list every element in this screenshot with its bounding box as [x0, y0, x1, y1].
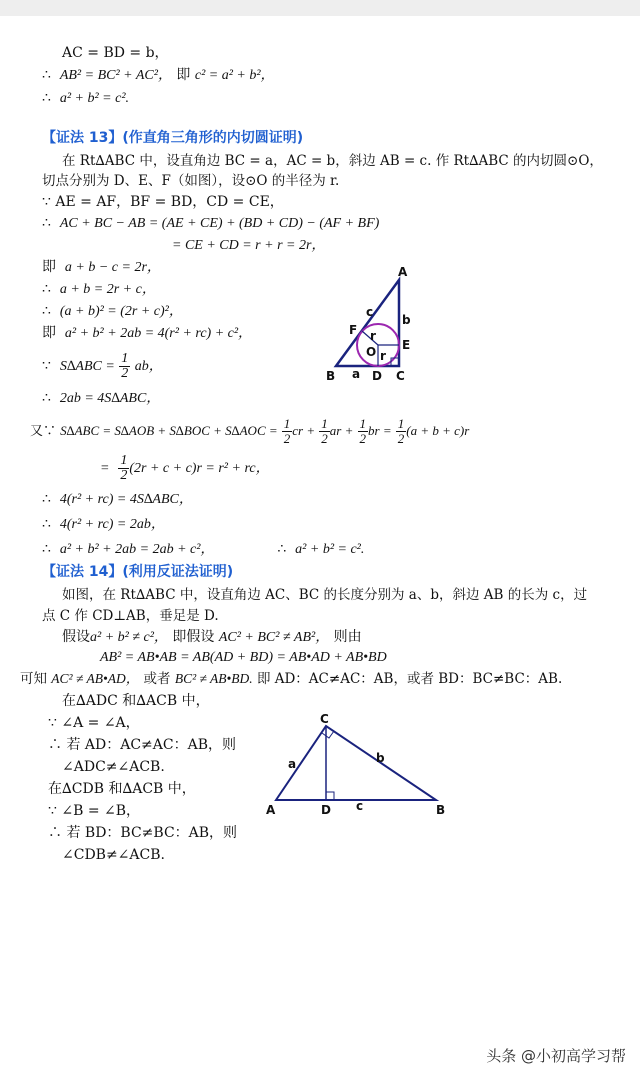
label-b: b	[376, 751, 385, 765]
label-F: F	[349, 323, 358, 337]
proof14-intro-2: 点 C 作 CD⊥AB，垂足是 D.	[42, 608, 219, 624]
proof13-step-13: ∴ 4(r² + rc) = 2ab，	[42, 516, 165, 532]
label-B: B	[326, 369, 336, 383]
proof13-step-11: = $\frac{1}{2}$ (2r + c + c)r = r² + rc，	[100, 452, 270, 483]
proof14-case2-head: 在∆CDB 和∆ACB 中，	[48, 781, 196, 797]
proof13-step-9: ∴ 2ab = 4S∆ABC，	[42, 390, 161, 406]
proof14-case2-then: ∠CDB≠∠ACB.	[62, 847, 165, 863]
label-C: C	[320, 712, 329, 726]
proof13-step-4: 即 a + b − c = 2r，	[42, 259, 161, 275]
label-B: B	[436, 803, 446, 817]
proof14-intro-1: 如图，在 Rt∆ABC 中，设直角边 AC、BC 的长度分别为 a、b，斜边 AB 的长为 c，过	[62, 587, 588, 603]
proof13-intro-1: 在 Rt∆ABC 中，设直角边 BC = a，AC = b，斜边 AB = c. 作 Rt∆ABC 的内切圆⊙O，	[62, 153, 603, 169]
incircle-figure	[322, 266, 422, 388]
proof14-case1-then: ∠ADC≠∠ACB.	[62, 759, 165, 775]
right-angle-d	[326, 792, 334, 800]
label-c: c	[356, 799, 364, 813]
proof13-heading: 【证法 13】(作直角三角形的内切圆证明)	[42, 130, 304, 146]
proof13-step-5: ∴ a + b = 2r + c，	[42, 281, 156, 297]
proof13-step-14: ∴ a² + b² + 2ab = 2ab + c²， ∴ a² + b² = c².	[42, 541, 365, 557]
proof14-case1-head: 在∆ADC 和∆ACB 中，	[62, 693, 210, 709]
label-a: a	[352, 367, 361, 381]
line-ac-bd: AC = BD = b，	[62, 45, 169, 61]
proof14-case1-if: ∴ 若 AD：AC≠AC：AB，则	[48, 737, 237, 753]
right-angle-c	[322, 731, 334, 738]
label-C: C	[396, 369, 405, 383]
proof13-step-2: ∴ AC + BC − AB = (AE + CE) + (BD + CD) − (AF + BF)	[42, 215, 380, 231]
proof14-deduce: 可知 AC² ≠ AB•AD， 或者 BC² ≠ AB•BD. 即 AD：AC≠AC：AB，或者 BD：BC≠BC：AB.	[20, 671, 563, 687]
proof14-assume: 假设a² + b² ≠ c²， 即假设 AC² + BC² ≠ AB²， 则由	[62, 629, 362, 645]
line-pythag-1: ∴ AB² = BC² + AC²， 即 c² = a² + b²，	[42, 67, 275, 83]
proof13-step-1: ∵ AE = AF，BF = BD，CD = CE，	[42, 194, 284, 210]
proof13-step-10: 又∵ S∆ABC = S∆AOB + S∆BOC + S∆AOC = $\frac{1}{2}$ cr + $\frac{1}{2}$ ar + $\frac{1}{2}$ br = $\frac{1}{2}$ (a + b + c)r	[30, 416, 470, 446]
altitude-figure	[262, 712, 452, 822]
line-pythag-2: ∴ a² + b² = c².	[42, 90, 130, 106]
label-D: D	[321, 803, 331, 817]
proof14-case1-angle: ∵ ∠A = ∠A，	[48, 715, 140, 731]
proof13-step-7: 即 a² + b² + 2ab = 4(r² + rc) + c²，	[42, 325, 253, 341]
watermark: 头条 @小初高学习帮	[486, 1047, 626, 1065]
label-a: a	[288, 757, 297, 771]
proof14-heading: 【证法 14】(利用反证法证明)	[42, 564, 234, 580]
proof14-case2-if: ∴ 若 BD：BC≠BC：AB，则	[48, 825, 238, 841]
label-r2: r	[380, 349, 386, 363]
top-status-bar	[0, 0, 640, 16]
label-b: b	[402, 313, 411, 327]
proof13-step-6: ∴ (a + b)² = (2r + c)²，	[42, 303, 183, 319]
proof13-step-12: ∴ 4(r² + rc) = 4S∆ABC，	[42, 491, 193, 507]
proof13-intro-2: 切点分别为 D、E、F（如图），设⊙O 的半径为 r.	[42, 173, 340, 189]
label-c: c	[366, 305, 374, 319]
label-E: E	[402, 338, 411, 352]
label-A: A	[398, 266, 408, 279]
triangle-acb	[276, 726, 436, 800]
proof13-step-8: ∵ S∆ABC = $\frac{1}{2}$ ab，	[42, 350, 163, 381]
proof14-expand: AB² = AB•AB = AB(AD + BD) = AB•AD + AB•BD	[100, 650, 387, 665]
label-A: A	[266, 803, 276, 817]
label-O: O	[366, 345, 377, 359]
label-r1: r	[370, 329, 376, 343]
label-D: D	[372, 369, 382, 383]
proof13-step-3: = CE + CD = r + r = 2r，	[172, 238, 326, 253]
proof14-case2-angle: ∵ ∠B = ∠B，	[48, 803, 141, 819]
